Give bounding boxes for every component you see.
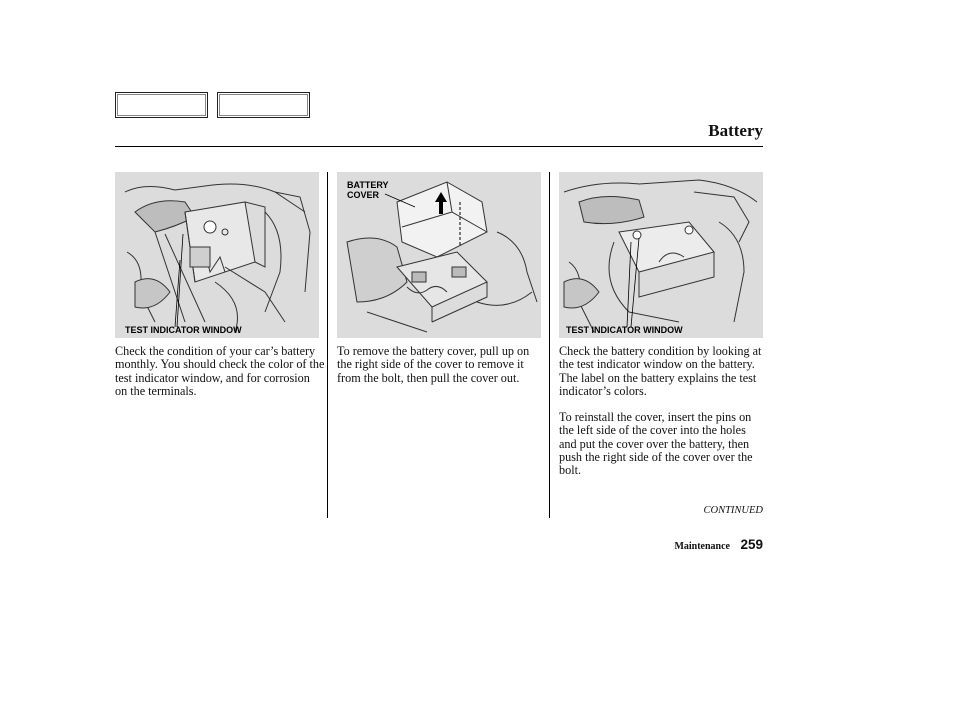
figure-battery-indicator-2 [559,172,763,338]
figure-battery-indicator-1 [115,172,319,338]
paragraph: Check the battery condition by looking at the test indicator window on the battery. [559,344,762,372]
engine-bay-illustration-1 [115,172,319,338]
page-number: 259 [740,537,763,552]
paragraph: To remove the battery cover, pull up on the right side of the cover to remove it from the bolt, then pull the cover out. [337,344,530,385]
nav-button-2[interactable] [217,92,310,118]
continued-label: CONTINUED [703,505,763,516]
engine-bay-illustration-2 [559,172,763,338]
figure-label-line1: BATTERY [347,180,389,190]
paragraph: Check the condition of your car’s battery monthly. You should check the color of the test indicator window, and for corrosion on the terminals. [115,344,325,398]
nav-button-1[interactable] [115,92,208,118]
figure-label: TEST INDICATOR WINDOW [125,325,242,335]
column-2-text [337,345,547,385]
paragraph: The label on the battery explains the test indicator’s colors. [559,370,757,398]
figure-label: TEST INDICATOR WINDOW [566,325,683,335]
page-title: Battery [708,121,763,140]
column-divider-2 [549,172,550,518]
footer-section: Maintenance [674,541,730,552]
figure-label-line2: COVER [347,190,380,200]
column-1-text [115,345,325,398]
header-rule [115,146,763,147]
paragraph: To reinstall the cover, insert the pins on the left side of the cover into the holes and put the cover over the battery, then push the right side of the cover over the bolt. [559,410,753,478]
column-3-text [559,345,765,478]
column-divider-1 [327,172,328,518]
figure-battery-cover [337,172,541,338]
